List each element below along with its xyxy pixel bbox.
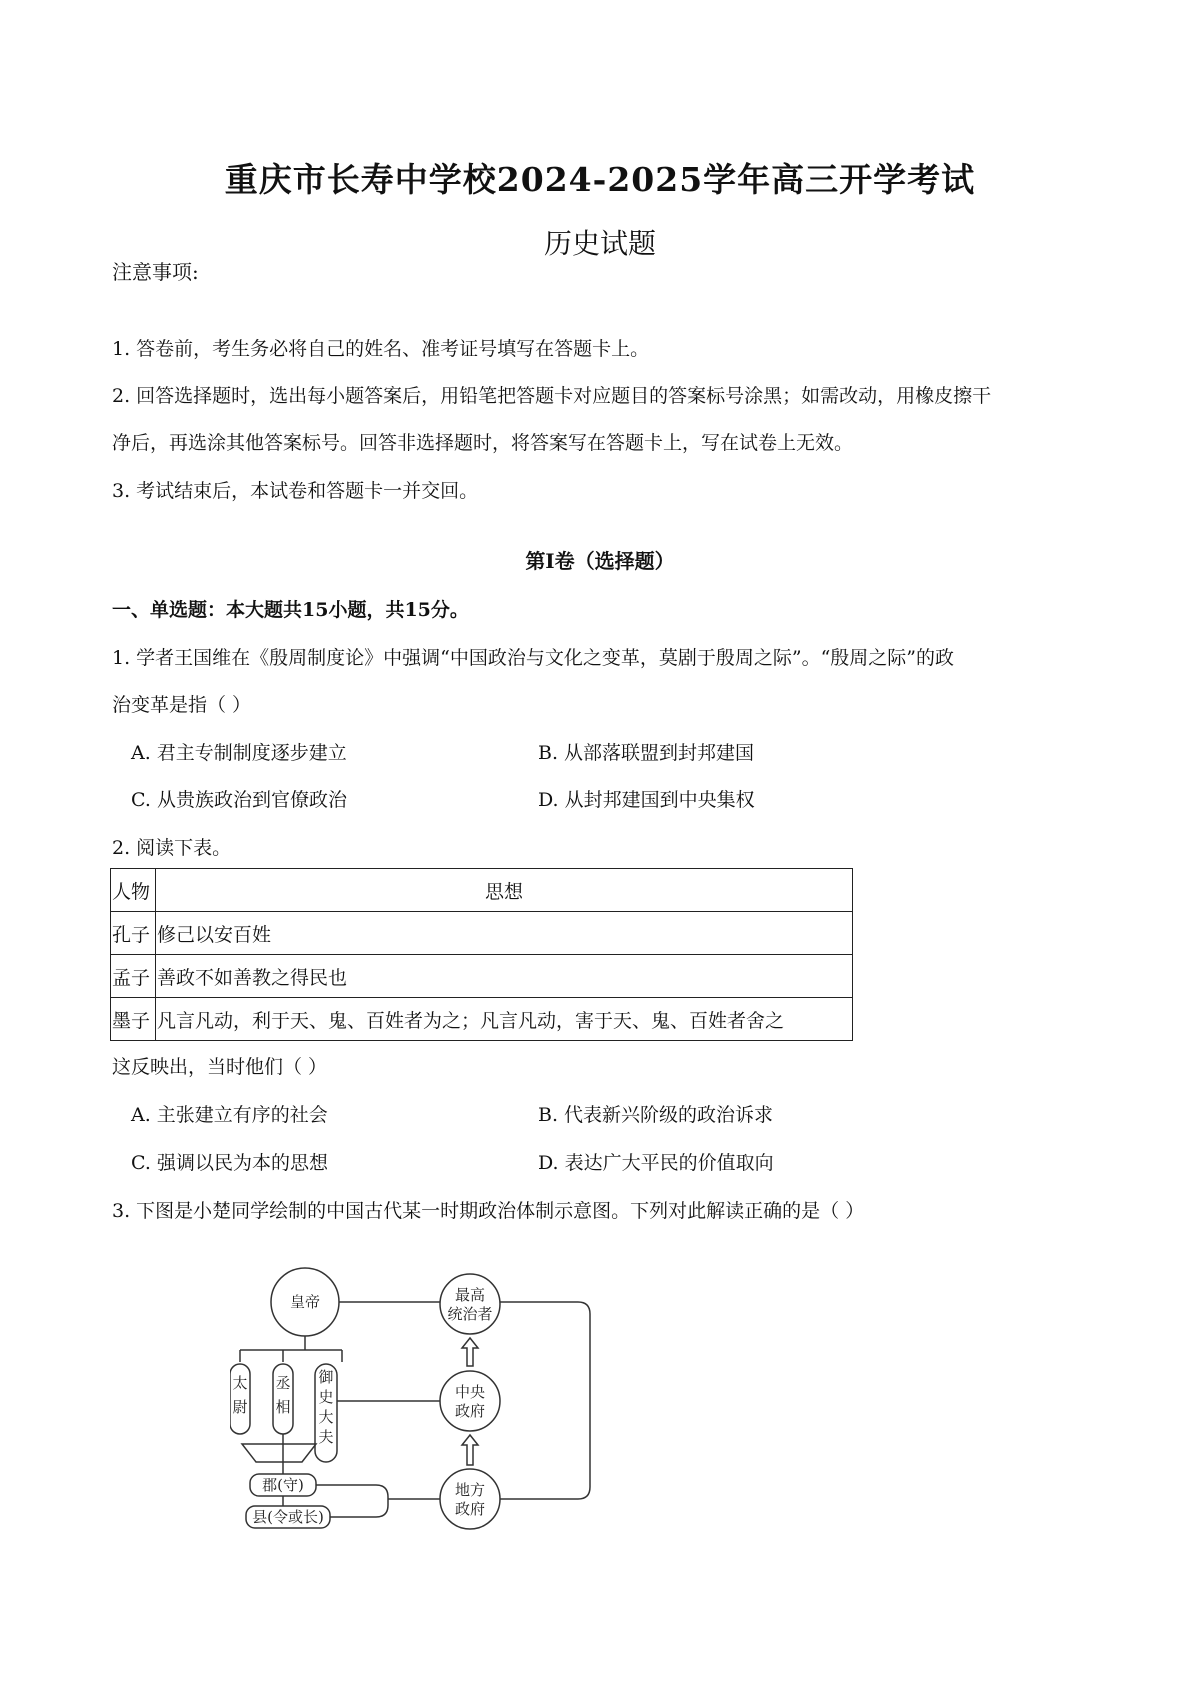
table-row: [111, 912, 853, 955]
q2-option-b: B. 代表新兴阶级的政治诉求: [538, 1104, 774, 1126]
central-government-label-2: 政府: [454, 1402, 486, 1420]
q1-stem-line1: 1. 学者王国维在《殷周制度论》中强调“中国政治与文化之变革，莫剧于殷周之际”。“殷周之际”的政: [112, 647, 955, 669]
table-header-cell: 思想: [156, 869, 853, 912]
jun-label: 郡(守): [262, 1476, 304, 1494]
supreme-ruler-label-2: 统治者: [447, 1305, 493, 1323]
notice-item-2: 2. 回答选择题时，选出每小题答案后，用铅笔把答题卡对应题目的答案标号涂黑；如需改动，用橡皮擦干: [112, 385, 992, 407]
q1-option-c: C. 从贵族政治到官僚政治: [131, 789, 347, 811]
yushi-label-3: 大: [318, 1408, 334, 1426]
table-cell: 孔子: [111, 912, 156, 955]
xian-label: 县(令或长): [252, 1508, 324, 1526]
yushi-label-4: 夫: [318, 1428, 334, 1446]
chengxiang-label-1: 丞: [275, 1374, 291, 1392]
q1-option-a: A. 君主专制制度逐步建立: [131, 742, 347, 764]
local-government-label-1: 地方: [454, 1481, 486, 1499]
table-cell: 凡言凡动，利于天、鬼、百姓者为之；凡言凡动，害于天、鬼、百姓者舍之: [156, 998, 853, 1041]
notice-item-1: 1. 答卷前，考生务必将自己的姓名、准考证号填写在答题卡上。: [112, 338, 650, 360]
yushi-label-2: 史: [318, 1388, 334, 1406]
emperor-label: 皇帝: [289, 1293, 321, 1311]
table-header-row: [111, 869, 853, 912]
notice-item-2-cont: 净后，再选涂其他答案标号。回答非选择题时，将答案写在答题卡上，写在试卷上无效。: [112, 432, 854, 454]
q1-option-b: B. 从部落联盟到封邦建国: [538, 742, 755, 764]
q2-after: 这反映出，当时他们（ ）: [112, 1056, 328, 1078]
q2-option-a: A. 主张建立有序的社会: [131, 1104, 328, 1126]
supreme-ruler-node: [440, 1274, 500, 1334]
notice-item-3: 3. 考试结束后，本试卷和答题卡一并交回。: [112, 480, 479, 502]
q3-stem: 3. 下图是小楚同学绘制的中国古代某一时期政治体制示意图。下列对此解读正确的是（ ）: [112, 1200, 865, 1222]
table-cell: 墨子: [111, 998, 156, 1041]
local-government-node: [440, 1469, 500, 1529]
page-title: 重庆市长寿中学校2024-2025学年高三开学考试: [224, 160, 976, 199]
chengxiang-label-2: 相: [275, 1398, 291, 1416]
q2-option-c: C. 强调以民为本的思想: [131, 1152, 328, 1174]
q1-option-d: D. 从封邦建国到中央集权: [538, 789, 755, 811]
local-government-label-2: 政府: [454, 1500, 486, 1518]
table-cell: 善政不如善教之得民也: [156, 955, 853, 998]
arrow-up-icon: [462, 1435, 478, 1465]
q2-stem: 2. 阅读下表。: [112, 837, 232, 859]
taiwei-label-1: 太: [232, 1374, 248, 1392]
table-row: [111, 955, 853, 998]
supreme-ruler-label-1: 最高: [454, 1286, 486, 1304]
q2-table: [110, 868, 853, 1041]
q1-stem-line2: 治变革是指（ ）: [112, 694, 252, 716]
table-row: [111, 998, 853, 1041]
taiwei-label-2: 尉: [232, 1398, 248, 1416]
arrow-up-icon: [462, 1338, 478, 1366]
notice-heading: 注意事项:: [112, 260, 199, 284]
part-heading: 一、单选题：本大题共15小题，共15分。: [112, 599, 469, 621]
table-cell: 修己以安百姓: [156, 912, 853, 955]
page-subtitle: 历史试题: [543, 227, 656, 260]
section-title: 第I卷（选择题）: [525, 549, 675, 573]
central-government-node: [440, 1371, 500, 1431]
q2-option-d: D. 表达广大平民的价值取向: [538, 1152, 774, 1174]
political-system-diagram: [230, 1262, 600, 1542]
table-cell: 孟子: [111, 955, 156, 998]
central-government-label-1: 中央: [454, 1383, 486, 1401]
table-header-cell: 人物: [111, 869, 156, 912]
yushi-label-1: 御: [318, 1368, 334, 1386]
